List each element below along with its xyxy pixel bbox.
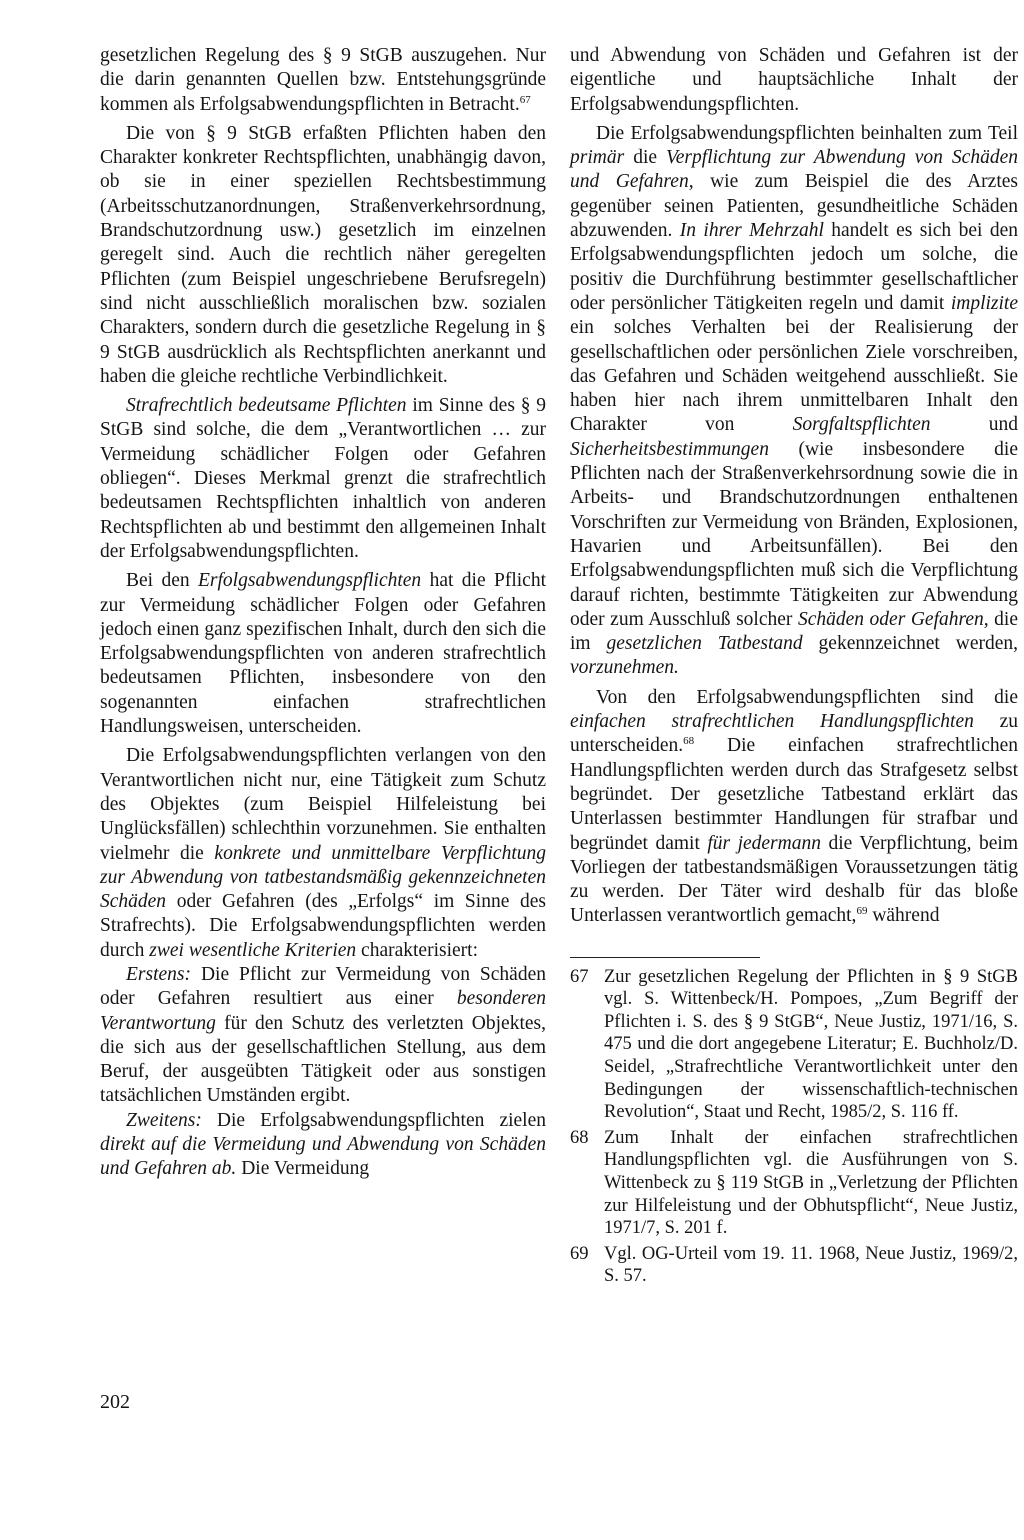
footnote-ref-67[interactable]: 67 — [519, 93, 531, 106]
footnote-number: 67 — [570, 966, 589, 987]
paragraph: Erstens: Die Pflicht zur Vermeidung von Schäden oder Gefahren resultiert aus einer besonderen Verantwortung für den Schutz des verletzten Objektes, die sich aus der gesellschaftlichen Stellung, aus dem Beruf, der ausgeübten Tätigkeit oder aus sonstigen tatsächlichen Umständen ergibt. — [100, 963, 546, 1107]
paragraph: Von den Erfolgsabwendungspflichten sind die einfachen strafrechtlichen Handlungspflichten zu unterscheiden.$^{68}$ Die einfachen strafrechtlichen Handlungspflichten werden durch das Strafgesetz selbst begründet. Der gesetzliche Tatbestand erklärt das Unterlassen bestimmter Handlungen für strafbar und begründet damit für jedermann die Verpflichtung, beim Vorliegen der tatbestandsmäßigen Voraussetzungen tätig zu werden. Der Täter wird deshalb für das bloße Unterlassen verantwortlich gemacht,$^{69}$ während — [570, 686, 1019, 927]
paragraph: Zweitens: Die Erfolgsabwendungspflichten zielen direkt auf die Vermeidung und Abwendung von Schäden und Gefahren ab. Die Vermeidung — [100, 1109, 546, 1180]
footnote-text: Zur gesetzlichen Regelung der Pflichten in § 9 StGB vgl. S. Wittenbeck/H. Pompoes, „Zum Begriff der Pflichten i. S. des § 9 StGB“, Neue Justiz, 1971/16, S. 475 und die dort angegebene Literatur; E. Buchholz/D. Seidel, „Strafrechtliche Verantwortlichkeit unter den Bedingungen der wissenschaftlich-technischen Revolution“, Staat und Recht, 1985/2, S. 116 ff. — [604, 966, 1018, 1123]
footnote-number: 68 — [570, 1127, 589, 1148]
page-number: 202 — [100, 1391, 130, 1413]
footnote-67 — [570, 966, 1018, 1124]
footnote-divider — [570, 957, 760, 958]
paragraph: Die Erfolgsabwendungspflichten verlangen von den Verantwortlichen nicht nur, eine Tätigkeit zum Schutz des Objektes (zum Beispiel Hilfeleistung bei Unglücksfällen) schlechthin vorzunehmen. Sie enthalten vielmehr die konkrete und unmittelbare Verpflichtung zur Abwendung von tatbestandsmäßig gekennzeichneten Schäden oder Gefahren (des „Erfolgs“ im Sinne des Strafrechts). Die Erfolgsabwendungspflichten werden durch zwei wesentliche Kriterien charakterisiert: — [100, 745, 546, 961]
right-column — [570, 44, 1018, 1291]
footnote-69 — [570, 1243, 1018, 1288]
left-column — [100, 44, 546, 1182]
paragraph: Die Erfolgsabwendungspflichten beinhalten zum Teil primär die Verpflichtung zur Abwendung von Schäden und Gefahren, wie zum Beispiel die des Arztes gegenüber seinen Patienten, gesundheitliche Schäden abzuwenden. In ihrer Mehrzahl handelt es sich bei den Erfolgsabwendungspflichten jedoch um solche, die positiv die Durchführung bestimmter gesellschaftlicher oder persönlicher Tätigkeiten regeln und damit implizite ein solches Verhalten bei der Realisierung der gesellschaftlichen oder persönlichen Ziele vorschreiben, das Gefahren und Schäden weitgehend ausschließt. Sie haben hier nach ihrem unmittelbaren Inhalt den Charakter von Sorgfaltspflichten und Sicherheitsbestimmungen (wie insbesondere die Pflichten nach der Straßenverkehrsordnung sowie die in Arbeits- und Brandschutzordnungen enthaltenen Vorschriften zur Vermeidung von Bränden, Explosionen, Havarien und Arbeitsunfällen). Bei den Erfolgsabwendungspflichten muß sich die Verpflichtung darauf richten, bestimmte Tätigkeiten zur Abwendung oder zum Ausschluß solcher Schäden oder Gefahren, die im gesetzlichen Tatbestand gekennzeichnet werden, vorzunehmen. — [570, 122, 1019, 679]
paragraph: Strafrechtlich bedeutsame Pflichten im Sinne des § 9 StGB sind solche, die dem „Verantwortlichen … zur Vermeidung schädlicher Folgen oder Gefahren obliegen“. Dieses Merkmal grenzt die strafrechtlich bedeutsamen Rechtspflichten inhaltlich von anderen Rechtspflichten ab und bestimmt den allgemeinen Inhalt der Erfolgsabwendungspflichten. — [100, 395, 546, 562]
footnote-number: 69 — [570, 1243, 589, 1264]
footnote-ref-68[interactable]: 68 — [683, 735, 695, 748]
footnote-text: Vgl. OG-Urteil vom 19. 11. 1968, Neue Justiz, 1969/2, S. 57. — [604, 1243, 1018, 1287]
paragraph: gesetzlichen Regelung des § 9 StGB auszugehen. Nur die darin genannten Quellen bzw. Entstehungsgründe kommen als Erfolgsabwendungspflichten in Betracht.$^{67}$ — [100, 45, 546, 115]
paragraph: Die von § 9 StGB erfaßten Pflichten haben den Charakter konkreter Rechtspflichten, unabhängig davon, ob sie in einer speziellen Rechtsbestimmung (Arbeitsschutzanordnungen, Straßenverkehrsordnung, Brandschutzordnung usw.) gesetzlich im einzelnen geregelt sind. Auch die rechtlich näher geregelten Pflichten (zum Beispiel ungeschriebene Berufsregeln) sind nicht ausschließlich moralischen bzw. sozialen Charakters, sondern durch die gesetzliche Regelung in § 9 StGB ausdrücklich als Rechtspflichten anerkannt und haben die gleiche rechtliche Verbindlichkeit. — [100, 122, 546, 387]
footnote-68 — [570, 1127, 1018, 1240]
footnote-ref-69[interactable]: 69 — [856, 905, 868, 918]
paragraph: und Abwendung von Schäden und Gefahren ist der eigentliche und hauptsächliche Inhalt der Erfolgsabwendungspflichten. — [570, 45, 1018, 115]
footnotes — [570, 966, 1018, 1288]
footnote-text: Zum Inhalt der einfachen strafrechtlichen Handlungspflichten vgl. die Ausführungen von S. Wittenbeck zu § 119 StGB in „Verletzung der Pflichten zur Hilfeleistung und der Obhutspflicht“, Neue Justiz, 1971/7, S. 201 f. — [604, 1127, 1018, 1239]
paragraph: Bei den Erfolgsabwendungspflichten hat die Pflicht zur Vermeidung schädlicher Folgen oder Gefahren jedoch einen ganz spezifischen Inhalt, durch den sich die Erfolgsabwendungspflichten von anderen strafrechtlich bedeutsamen Pflichten, insbesondere von den sogenannten einfachen strafrechtlichen Handlungsweisen, unterscheiden. — [100, 570, 546, 738]
